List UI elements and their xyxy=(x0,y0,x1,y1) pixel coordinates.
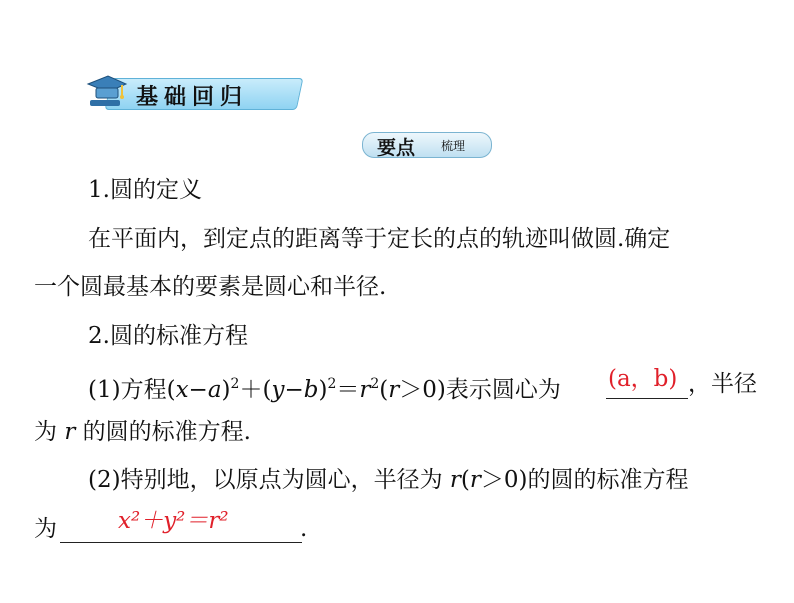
sub-title-small: 梳理 xyxy=(441,139,466,153)
item-1-line-1: (1)方程$(x-a)^2+(y-b)^2=r^2(r>0)$表示圆心为 xyxy=(88,376,561,403)
item-2-line-2-end: . xyxy=(300,516,308,542)
paragraph-line-1: 在平面内，到定点的距离等于定长的点的轨迹叫做圆.确定 xyxy=(88,226,671,252)
item-1-line-1-end: ，半径 xyxy=(688,371,757,397)
section-title: 基础回归 xyxy=(136,85,249,110)
answer-origin-equation: x²＋y²＝r² xyxy=(118,508,229,534)
item-2-line-2-prefix: 为 xyxy=(34,516,57,542)
item-1-line-2: 为 r 的圆的标准方程. xyxy=(34,419,251,445)
heading-circle-definition: 1.圆的定义 xyxy=(88,177,202,203)
sub-banner xyxy=(362,132,492,158)
answer-blank-1 xyxy=(606,398,688,399)
answer-blank-2 xyxy=(60,542,302,543)
answer-center: (a，b) xyxy=(608,366,678,392)
section-banner xyxy=(80,70,300,110)
graduation-cap-icon xyxy=(84,70,128,110)
heading-standard-equation: 2.圆的标准方程 xyxy=(88,323,248,349)
sub-title-big: 要点 xyxy=(377,137,416,159)
paragraph-line-2: 一个圆最基本的要素是圆心和半径. xyxy=(34,274,387,300)
item-2-line-1: (2)特别地，以原点为圆心，半径为 r(r＞0)的圆的标准方程 xyxy=(88,467,689,493)
